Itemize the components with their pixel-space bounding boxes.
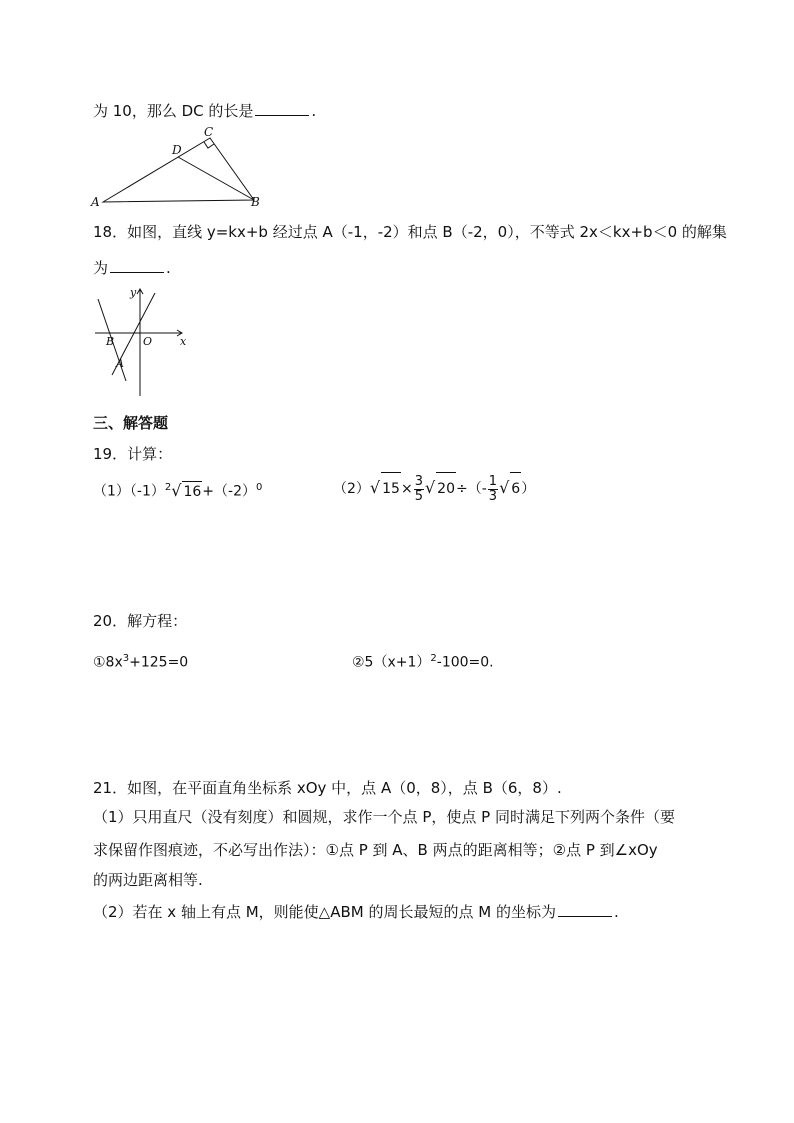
q17-triangle-figure [88,120,278,210]
q21-line1: 21．如图，在平面直角坐标系 xOy 中，点 A（0，8），点 B（6，8）. [93,779,562,797]
q21-line3: 求保留作图痕迹，不必写出作法）：①点 P 到 A、B 两点的距离相等；②点 P 到∠xOy [93,841,658,859]
label-o: O [143,335,153,348]
q19-part1-radicand: 16 [182,481,202,502]
q20-eq1-suffix: +125=0 [129,654,189,671]
sqrt-icon: √ [171,480,182,500]
q20-eq2-prefix: ②5（x+1） [352,654,431,671]
label-c: C [204,125,214,139]
label-d: D [172,143,182,157]
label-b: B [106,335,115,348]
q17-text-after: . [311,102,317,120]
sqrt-icon: √ [424,478,436,497]
q21-line2: （1）只用直尺（没有刻度）和圆规，求作一个点 P，使点 P 同时满足下列两个条件（要 [93,808,675,826]
q18-line2-after: . [166,259,171,277]
q18-line2 [93,258,171,278]
q19-part2 [333,472,535,505]
q20-eq2-exp: 2 [430,653,437,664]
q19-part1-prefix: （1）（-1） [93,483,165,500]
label-y: y [130,286,137,299]
q19-part2-prefix: （2） [333,481,370,497]
label-x: x [180,335,187,348]
q21-line5-before: （2）若在 x 轴上有点 M，则能使△ABM 的周长最短的点 M 的坐标为 [93,903,556,921]
q17-text-before: 为 10，那么 DC 的长是 [93,102,254,120]
q19-part1-middle: +（-2） [202,483,256,500]
q19-part2-suffix: ） [521,481,536,497]
q19-part2-radicand2: 20 [436,472,456,505]
q18-coordinate-figure [90,283,200,401]
q19-part1 [93,478,262,502]
q20-eq1-exp: 3 [122,653,130,664]
q21-line4: 的两边距离相等. [93,871,203,889]
section-3-title: 三、解答题 [93,414,169,432]
q18-line2-before: 为 [93,259,109,277]
q18-line1: 18．如图，直线 y=kx+b 经过点 A（-1，-2）和点 B（-2，0），不等式 2x＜kx+b＜0 的解集 [93,223,727,241]
q19-part2-times: × [400,481,413,497]
label-a: A [116,357,124,370]
sqrt-icon: √ [369,478,381,497]
q19-part2-radicand1: 15 [381,472,401,505]
q17-answer-blank[interactable] [255,101,309,116]
q20-eq2-suffix: -100=0. [436,654,494,671]
label-b: B [251,195,260,209]
q20-eq1-prefix: ①8x [93,654,123,671]
q21-answer-blank[interactable] [558,902,612,917]
q20-title: 20．解方程： [93,612,188,630]
sqrt-icon: √ [499,478,510,497]
q19-part2-div: ÷（- [456,481,487,497]
q19-part2-fraction1: $\frac{3}{5}$ [414,473,423,504]
label-a: A [91,195,100,209]
q21-line5 [93,902,619,922]
q18-answer-blank[interactable] [110,258,164,273]
q20-eq2 [352,649,494,673]
q19-part2-fraction2: $\frac{1}{3}$ [488,473,498,504]
segment-db [178,157,254,200]
q19-title: 19．计算： [93,445,173,463]
right-angle-mark [204,142,214,148]
q21-line5-after: . [613,903,619,921]
q19-part2-radicand3: 6 [510,472,521,505]
q19-part1-exp2: 0 [255,482,263,493]
q19-part1-exp: 2 [164,482,172,493]
q17-text [93,101,316,121]
q20-eq1 [93,649,188,673]
